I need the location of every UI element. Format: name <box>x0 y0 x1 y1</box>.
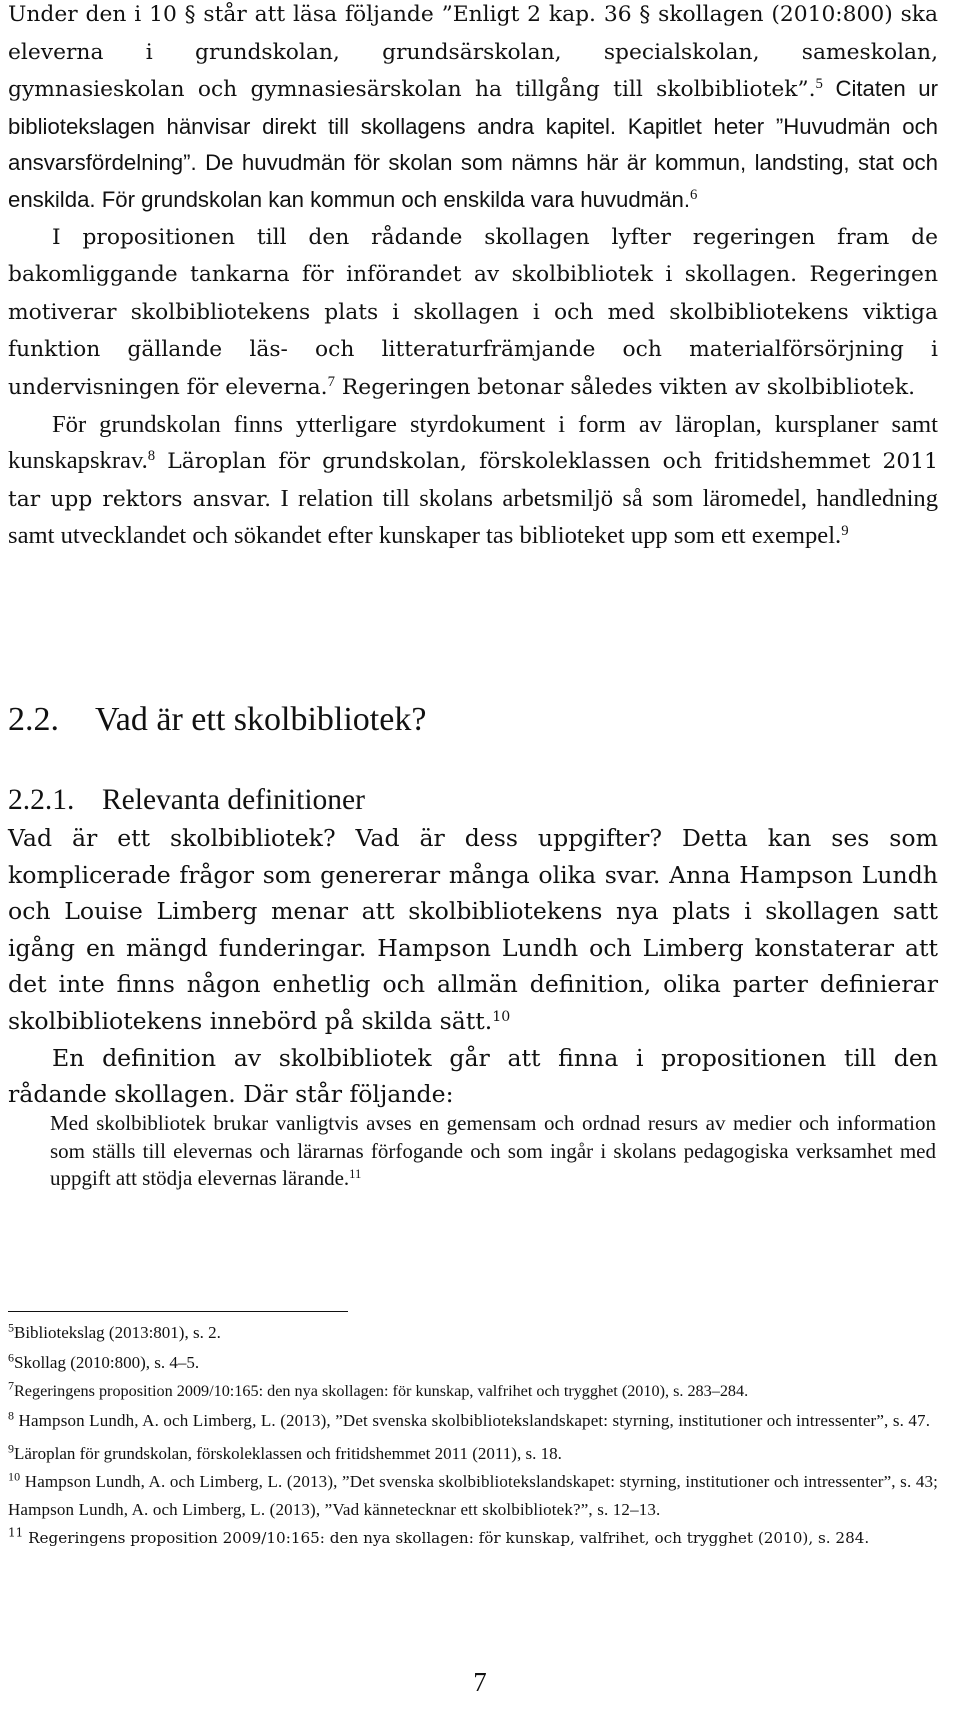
sentence-steering-documents: För grundskolan finns ytterligare styrdokument i form av läroplan, kursplaner samt kunskapskrav. <box>8 410 938 475</box>
footnote-8 <box>8 1407 938 1435</box>
footnote-ref-8: 8 <box>147 448 156 465</box>
intro-text-block <box>8 0 938 555</box>
footnote-10 <box>8 1468 938 1524</box>
footnote-ref-9: 9 <box>841 523 849 540</box>
footnote-mark: 9 <box>8 1440 14 1455</box>
subsection-heading-2-2-1 <box>8 782 365 818</box>
section-title: Vad är ett skolbibliotek? <box>95 701 427 738</box>
footnote-mark: 6 <box>8 1349 14 1364</box>
paragraph-definition-intro <box>8 1040 938 1113</box>
footnote-mark: 11 <box>8 1525 24 1540</box>
footnote-mark: 5 <box>8 1320 14 1335</box>
sentence-chapter-title: Kapitlet heter ”Huvudmän och ansvarsfördelning”. <box>8 113 938 176</box>
footnote-7 <box>8 1377 938 1407</box>
sentence-proposition: I propositionen till den rådande skollagen lyfter regeringen fram de bakomliggande tankarna för införandet av skolbibliotek i skollagen. Regeringen motiverar skolbibliotekens plats i skollagen i och med skolbibliotekens viktiga funktion gällande läs- och litteraturfrämjande och materialförsörjning i undervisningen för eleverna. <box>8 224 938 400</box>
sentence-law-quote: Under den i 10 § står att läsa följande ”Enligt 2 kap. 36 § skollagen (2010:800) ska eleverna i grundskolan, grundsärskolan, specialskolan, sameskolan, gymnasieskolan och gymnasiesärskolan ha tillgång till skolbibliotek”. <box>8 2 938 103</box>
footnote-ref-5: 5 <box>815 76 823 93</box>
footnote-text: Hampson Lundh, A. och Limberg, L. (2013), ”Det svenska skolbibliotekslandskapet: styrning, institutioner och intressenter”, s. 43; Hampson Lundh, A. och Limberg, L. (2013), ”Vad kännetecknar ett skolbibliotek?”, s. 12–13. <box>8 1472 938 1519</box>
footnote-text: Skollag (2010:800), s. 4–5. <box>14 1352 200 1372</box>
sentence-definition-intro: En definition av skolbibliotek går att finna i propositionen till den rådande skollagen. Där står följande: <box>8 1043 938 1109</box>
footnote-ref-7: 7 <box>327 373 335 390</box>
sentence-chapter-reference: Citaten ur bibliotekslagen hänvisar direkt till skollagens andra kapitel. <box>8 76 938 139</box>
page-number: 7 <box>473 1667 487 1697</box>
footnote-6 <box>8 1348 938 1378</box>
footnote-mark: 7 <box>8 1378 14 1393</box>
footnote-text: Regeringens proposition 2009/10:165: den nya skollagen: för kunskap, valfrihet, och trygghet (2010), s. 284. <box>23 1529 870 1547</box>
paragraph-definitions <box>8 820 938 1040</box>
footnote-mark: 10 <box>8 1469 21 1484</box>
footnote-text: Hampson Lundh, A. och Limberg, L. (2013), ”Det svenska skolbibliotekslandskapet: styrning, institutioner och intressenter”, s. 47. <box>14 1410 931 1430</box>
footnote-text: Läroplan för grundskolan, förskoleklassen och fritidshemmet 2011 (2011), s. 18. <box>14 1443 562 1463</box>
quote-text: Med skolbibliotek brukar vanligtvis avses en gemensam och ordnad resurs av medier och information som ställs till elevernas och lärarnas förfogande och som ingår i skolans pedagogiska verksamhet med uppgift att stödja elevernas lärande. <box>50 1111 936 1191</box>
subsection-number: 2.2.1. <box>8 784 75 816</box>
section-heading-2-2 <box>8 700 426 740</box>
footnote-ref-6: 6 <box>690 186 698 203</box>
paragraph-library-law <box>8 0 938 219</box>
block-quote <box>50 1110 936 1193</box>
definitions-text-block <box>8 820 938 1113</box>
footnotes <box>8 1318 938 1554</box>
sentence-curriculum: Läroplan för grundskolan, förskoleklassen och fritidshemmet 2011 tar upp rektors ansvar. <box>8 449 938 512</box>
paragraph-proposition <box>8 219 938 407</box>
footnote-mark: 8 <box>8 1407 15 1422</box>
sentence-work-environment: I relation till skolans arbetsmiljö så som läromedel, handledning samt utvecklandet och sökandet efter kunskaper tas biblioteket upp som ett exempel. <box>8 484 939 550</box>
sentence-principals: De huvudmän för skolan som nämns här är kommun, landsting, stat och enskilda. För grundskolan kan kommun och enskilda vara huvudmän. <box>8 150 938 212</box>
footnote-text: Bibliotekslag (2013:801), s. 2. <box>14 1323 221 1342</box>
footnote-divider <box>8 1311 348 1312</box>
sentence-government-emphasis: Regeringen betonar således vikten av skolbibliotek. <box>334 374 916 400</box>
sentence-definitions: Vad är ett skolbibliotek? Vad är dess uppgifter? Detta kan ses som komplicerade frågor som genererar många olika svar. Anna Hampson Lundh och Louise Limberg menar att skolbibliotekens nya plats i skollagen satt igång en mängd funderingar. Hampson Lundh och Limberg konstaterar att det inte finns någon enhetlig och allmän definition, olika parter definierar skolbibliotekens innebörd på skilda sätt. <box>8 824 938 1035</box>
footnote-text: Regeringens proposition 2009/10:165: den nya skollagen: för kunskap, valfrihet och trygghet (2010), s. 283–284. <box>14 1382 749 1400</box>
subsection-title: Relevanta definitioner <box>102 784 365 816</box>
footnote-11 <box>8 1524 938 1554</box>
paragraph-curriculum <box>8 407 938 555</box>
footnote-ref-11: 11 <box>349 1167 362 1182</box>
footnote-5 <box>8 1318 938 1348</box>
footnote-ref-10: 10 <box>492 1009 511 1026</box>
section-number: 2.2. <box>8 701 59 738</box>
footnote-9 <box>8 1439 938 1469</box>
